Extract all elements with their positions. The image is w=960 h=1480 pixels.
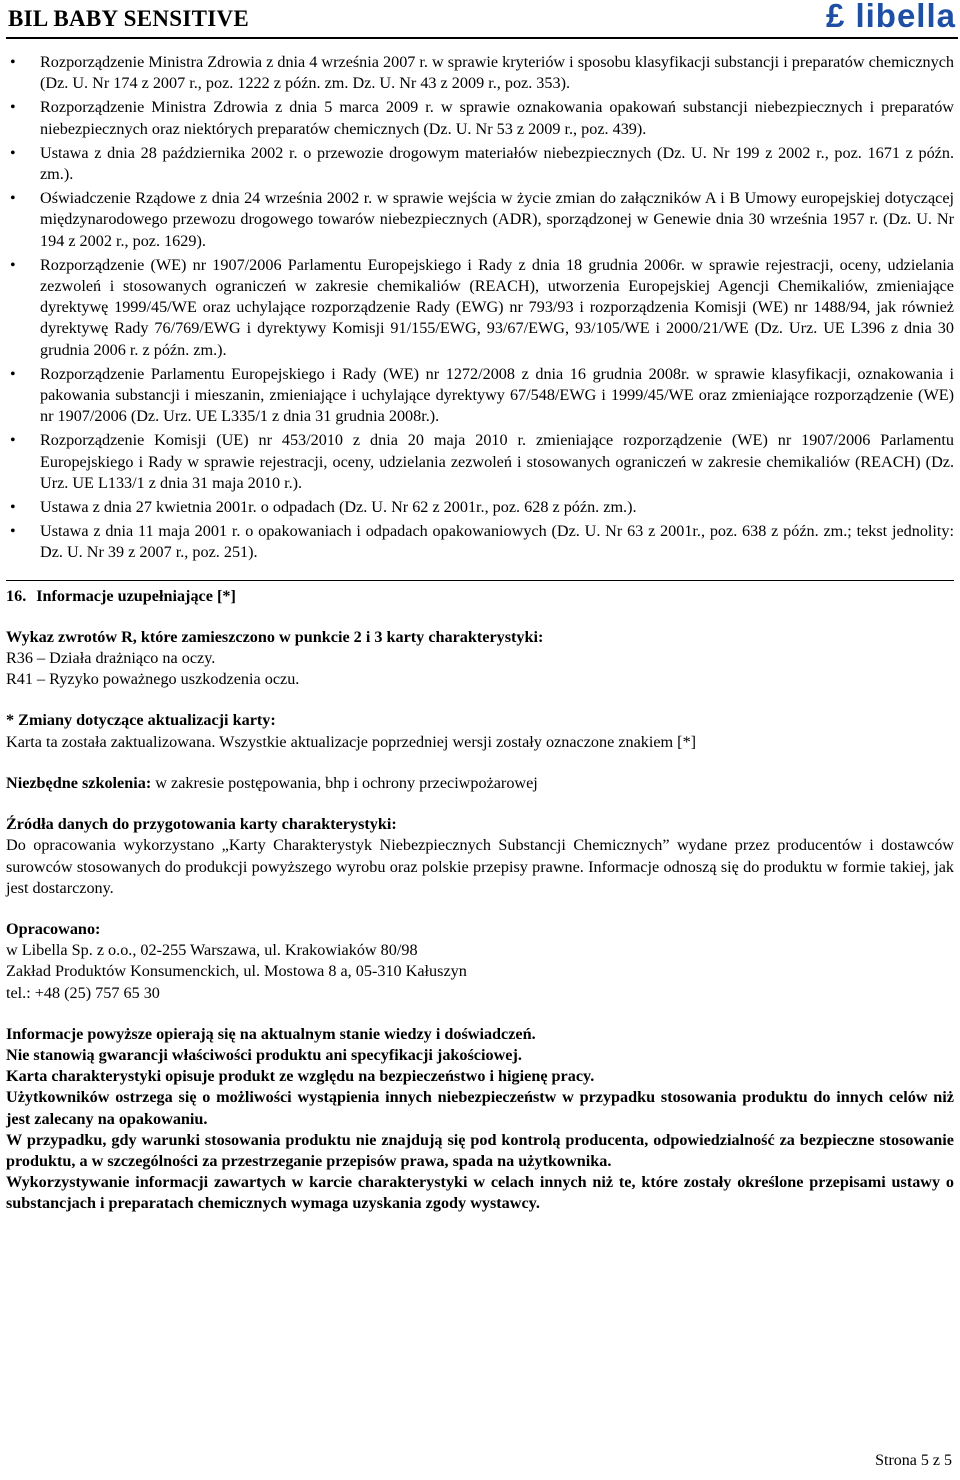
legal-references-list <box>6 52 954 564</box>
training-label: Niezbędne szkolenia: <box>6 773 152 792</box>
page-number: Strona 5 z 5 <box>875 1452 952 1469</box>
list-item <box>6 97 954 139</box>
header-divider <box>6 37 958 39</box>
reference-text: Ustawa z dnia 28 października 2002 r. o przewozie drogowym materiałów niebezpiecznych (Dz. U. Nr 199 z 2002 r., poz. 1671 z późn. zm.). <box>40 143 954 184</box>
bullet-icon: • <box>10 99 16 117</box>
reference-text: Rozporządzenie (WE) nr 1907/2006 Parlamentu Europejskiego i Rady z dnia 18 grudnia 2006r. w sprawie rejestracji, oceny, udzielania zezwoleń i stosowanych ograniczeń w zakresie chemikaliów (REACH), utworzenia Europejskiej Agencji Chemikaliów, zmieniające dyrektywę 1999/45/WE oraz uchylające rozporządzenie Rady (EWG) nr 793/93 i rozporządzenia Komisji (WE) nr 1488/94, jak również dyrektywę Rady 76/769/EWG i dyrektywy Komisji 91/155/EWG, 93/67/EWG, 93/105/WE i 2000/21/WE (Dz. Urz. UE L396 z dnia 30 grudnia 2006 r. z późn. zm.). <box>40 255 954 359</box>
prepared-block <box>6 919 954 1004</box>
training-block <box>6 773 954 794</box>
reference-text: Rozporządzenie Ministra Zdrowia z dnia 5 marca 2009 r. w sprawie oznakowania opakowań substancji niebezpiecznych i preparatów niebezpiecznych oraz niektórych preparatów chemicznych (Dz. U. Nr 53 z 2009 r., poz. 439). <box>40 98 954 138</box>
list-item <box>6 188 954 252</box>
section-divider <box>6 580 954 581</box>
disclaimer-line: Informacje powyższe opierają się na aktualnym stanie wiedzy i doświadczeń. <box>6 1024 536 1043</box>
product-title: BIL BABY SENSITIVE <box>8 6 250 31</box>
training-text: w zakresie postępowania, bhp i ochrony przeciwpożarowej <box>151 773 538 792</box>
changes-heading: * Zmiany dotyczące aktualizacji karty: <box>6 711 276 730</box>
bullet-icon: • <box>10 256 16 274</box>
prepared-line: w Libella Sp. z o.o., 02-255 Warszawa, ul. Krakowiaków 80/98 <box>6 941 418 960</box>
reference-text: Oświadczenie Rządowe z dnia 24 września 2002 r. w sprawie wejścia w życie zmian do załączników A i B Umowy europejskiej dotyczącej międzynarodowego przewozu drogowego towarów niebezpiecznych (ADR), sporządzonej w Genewie dnia 30 września 1957 r. (Dz. U. Nr 194 z 2002 r., poz. 1629). <box>40 189 954 250</box>
sources-text: Do opracowania wykorzystano „Karty Charakterystyk Niebezpiecznych Substancji Chemicznych” wydane przez producentów i dostawców surowców stosowanych do produkcji powyższego wyrobu oraz polskie przepisy prawne. Informacje odnoszą się do produktu w formie takiej, jak jest dostarczony. <box>6 836 954 897</box>
page-header <box>0 0 960 40</box>
bullet-icon: • <box>10 190 16 208</box>
r-phrase-item: R41 – Ryzyko poważnego uszkodzenia oczu. <box>6 670 300 689</box>
disclaimer-line: Nie stanowią gwarancji właściwości produktu ani specyfikacji jakościowej. <box>6 1045 522 1064</box>
section-heading <box>6 586 954 607</box>
sources-heading: Źródła danych do przygotowania karty charakterystyki: <box>6 815 397 834</box>
bullet-icon: • <box>10 432 16 450</box>
section-number: 16. <box>6 586 27 605</box>
bullet-icon: • <box>10 499 16 517</box>
r-phrases-heading: Wykaz zwrotów R, które zamieszczono w punkcie 2 i 3 karty charakterystyki: <box>6 627 544 646</box>
list-item <box>6 430 954 494</box>
changes-text: Karta ta została zaktualizowana. Wszystkie aktualizacje poprzedniej wersji zostały oznaczone znakiem [*] <box>6 732 697 751</box>
reference-text: Rozporządzenie Ministra Zdrowia z dnia 4 września 2007 r. w sprawie kryteriów i sposobu klasyfikacji substancji i preparatów chemicznych (Dz. U. Nr 174 z 2007 r., poz. 1222 z późn. zm. Dz. U. Nr 43 z 2009 r., poz. 353). <box>40 53 954 93</box>
disclaimer-line: Karta charakterystyki opisuje produkt ze względu na bezpieczeństwo i higienę pracy. <box>6 1067 595 1086</box>
bullet-icon: • <box>10 523 16 541</box>
sources-block <box>6 814 954 899</box>
prepared-line: Zakład Produktów Konsumenckich, ul. Mostowa 8 a, 05-310 Kałuszyn <box>6 962 467 981</box>
bullet-icon: • <box>10 54 16 71</box>
disclaimer-line: W przypadku, gdy warunki stosowania produktu nie znajdują się pod kontrolą producenta, odpowiedzialność za bezpieczne stosowanie produktu, a w szczególności za przestrzeganie przepisów prawa, spada na użytkownika. <box>6 1130 954 1170</box>
r-phrases-block <box>6 627 954 691</box>
reference-text: Rozporządzenie Parlamentu Europejskiego i Rady (WE) nr 1272/2008 z dnia 16 grudnia 2008r. w sprawie klasyfikacji, oznakowania i pakowania substancji i mieszanin, zmieniające i uchylające dyrektywy 67/548/EWG i 1999/45/WE oraz zmieniające rozporządzenie (WE) nr 1907/2006 (Dz. Urz. UE L335/1 z dnia 31 grudnia 2008r.). <box>40 364 954 426</box>
r-phrase-item: R36 – Działa drażniąco na oczy. <box>6 649 216 668</box>
reference-text: Ustawa z dnia 27 kwietnia 2001r. o odpadach (Dz. U. Nr 62 z 2001r., poz. 628 z późn. zm.). <box>40 498 637 517</box>
libella-logo: £ libella <box>825 0 956 34</box>
list-item <box>6 497 954 518</box>
changes-block <box>6 710 954 752</box>
disclaimer-block <box>6 1024 954 1215</box>
prepared-line: tel.: +48 (25) 757 65 30 <box>6 983 160 1002</box>
disclaimer-line: Wykorzystywanie informacji zawartych w karcie charakterystyki w celach innych niż te, które zostały określone przepisami ustawy o substancjach i preparatach chemicznych wymaga uzyskania zgody wystawcy. <box>6 1173 954 1213</box>
list-item <box>6 52 954 94</box>
reference-text: Rozporządzenie Komisji (UE) nr 453/2010 z dnia 20 maja 2010 r. zmieniające rozporządzenie (WE) nr 1907/2006 Parlamentu Europejskiego i Rady w sprawie rejestracji, oceny, udzielania zezwoleń i stosowanych ograniczeń w zakresie chemikaliów (REACH) (Dz. Urz. UE L133/1 z dnia 31 maja 2010 r.). <box>40 431 954 492</box>
bullet-icon: • <box>10 144 16 162</box>
list-item <box>6 143 954 185</box>
prepared-heading: Opracowano: <box>6 919 101 938</box>
list-item <box>6 255 954 361</box>
list-item <box>6 521 954 563</box>
reference-text: Ustawa z dnia 11 maja 2001 r. o opakowaniach i odpadach opakowaniowych (Dz. U. Nr 63 z 2001r., poz. 638 z późn. zm.; tekst jednolity: Dz. U. Nr 39 z 2007 r., poz. 251). <box>40 522 954 562</box>
section-title: Informacje uzupełniające [*] <box>36 586 236 605</box>
disclaimer-line: Użytkowników ostrzega się o możliwości wystąpienia innych niebezpieczeństw w przypadku stosowania produktu do innych celów niż jest zalecany na opakowaniu. <box>6 1088 954 1128</box>
bullet-icon: • <box>10 365 16 383</box>
document-body <box>6 52 954 1235</box>
list-item <box>6 364 954 428</box>
